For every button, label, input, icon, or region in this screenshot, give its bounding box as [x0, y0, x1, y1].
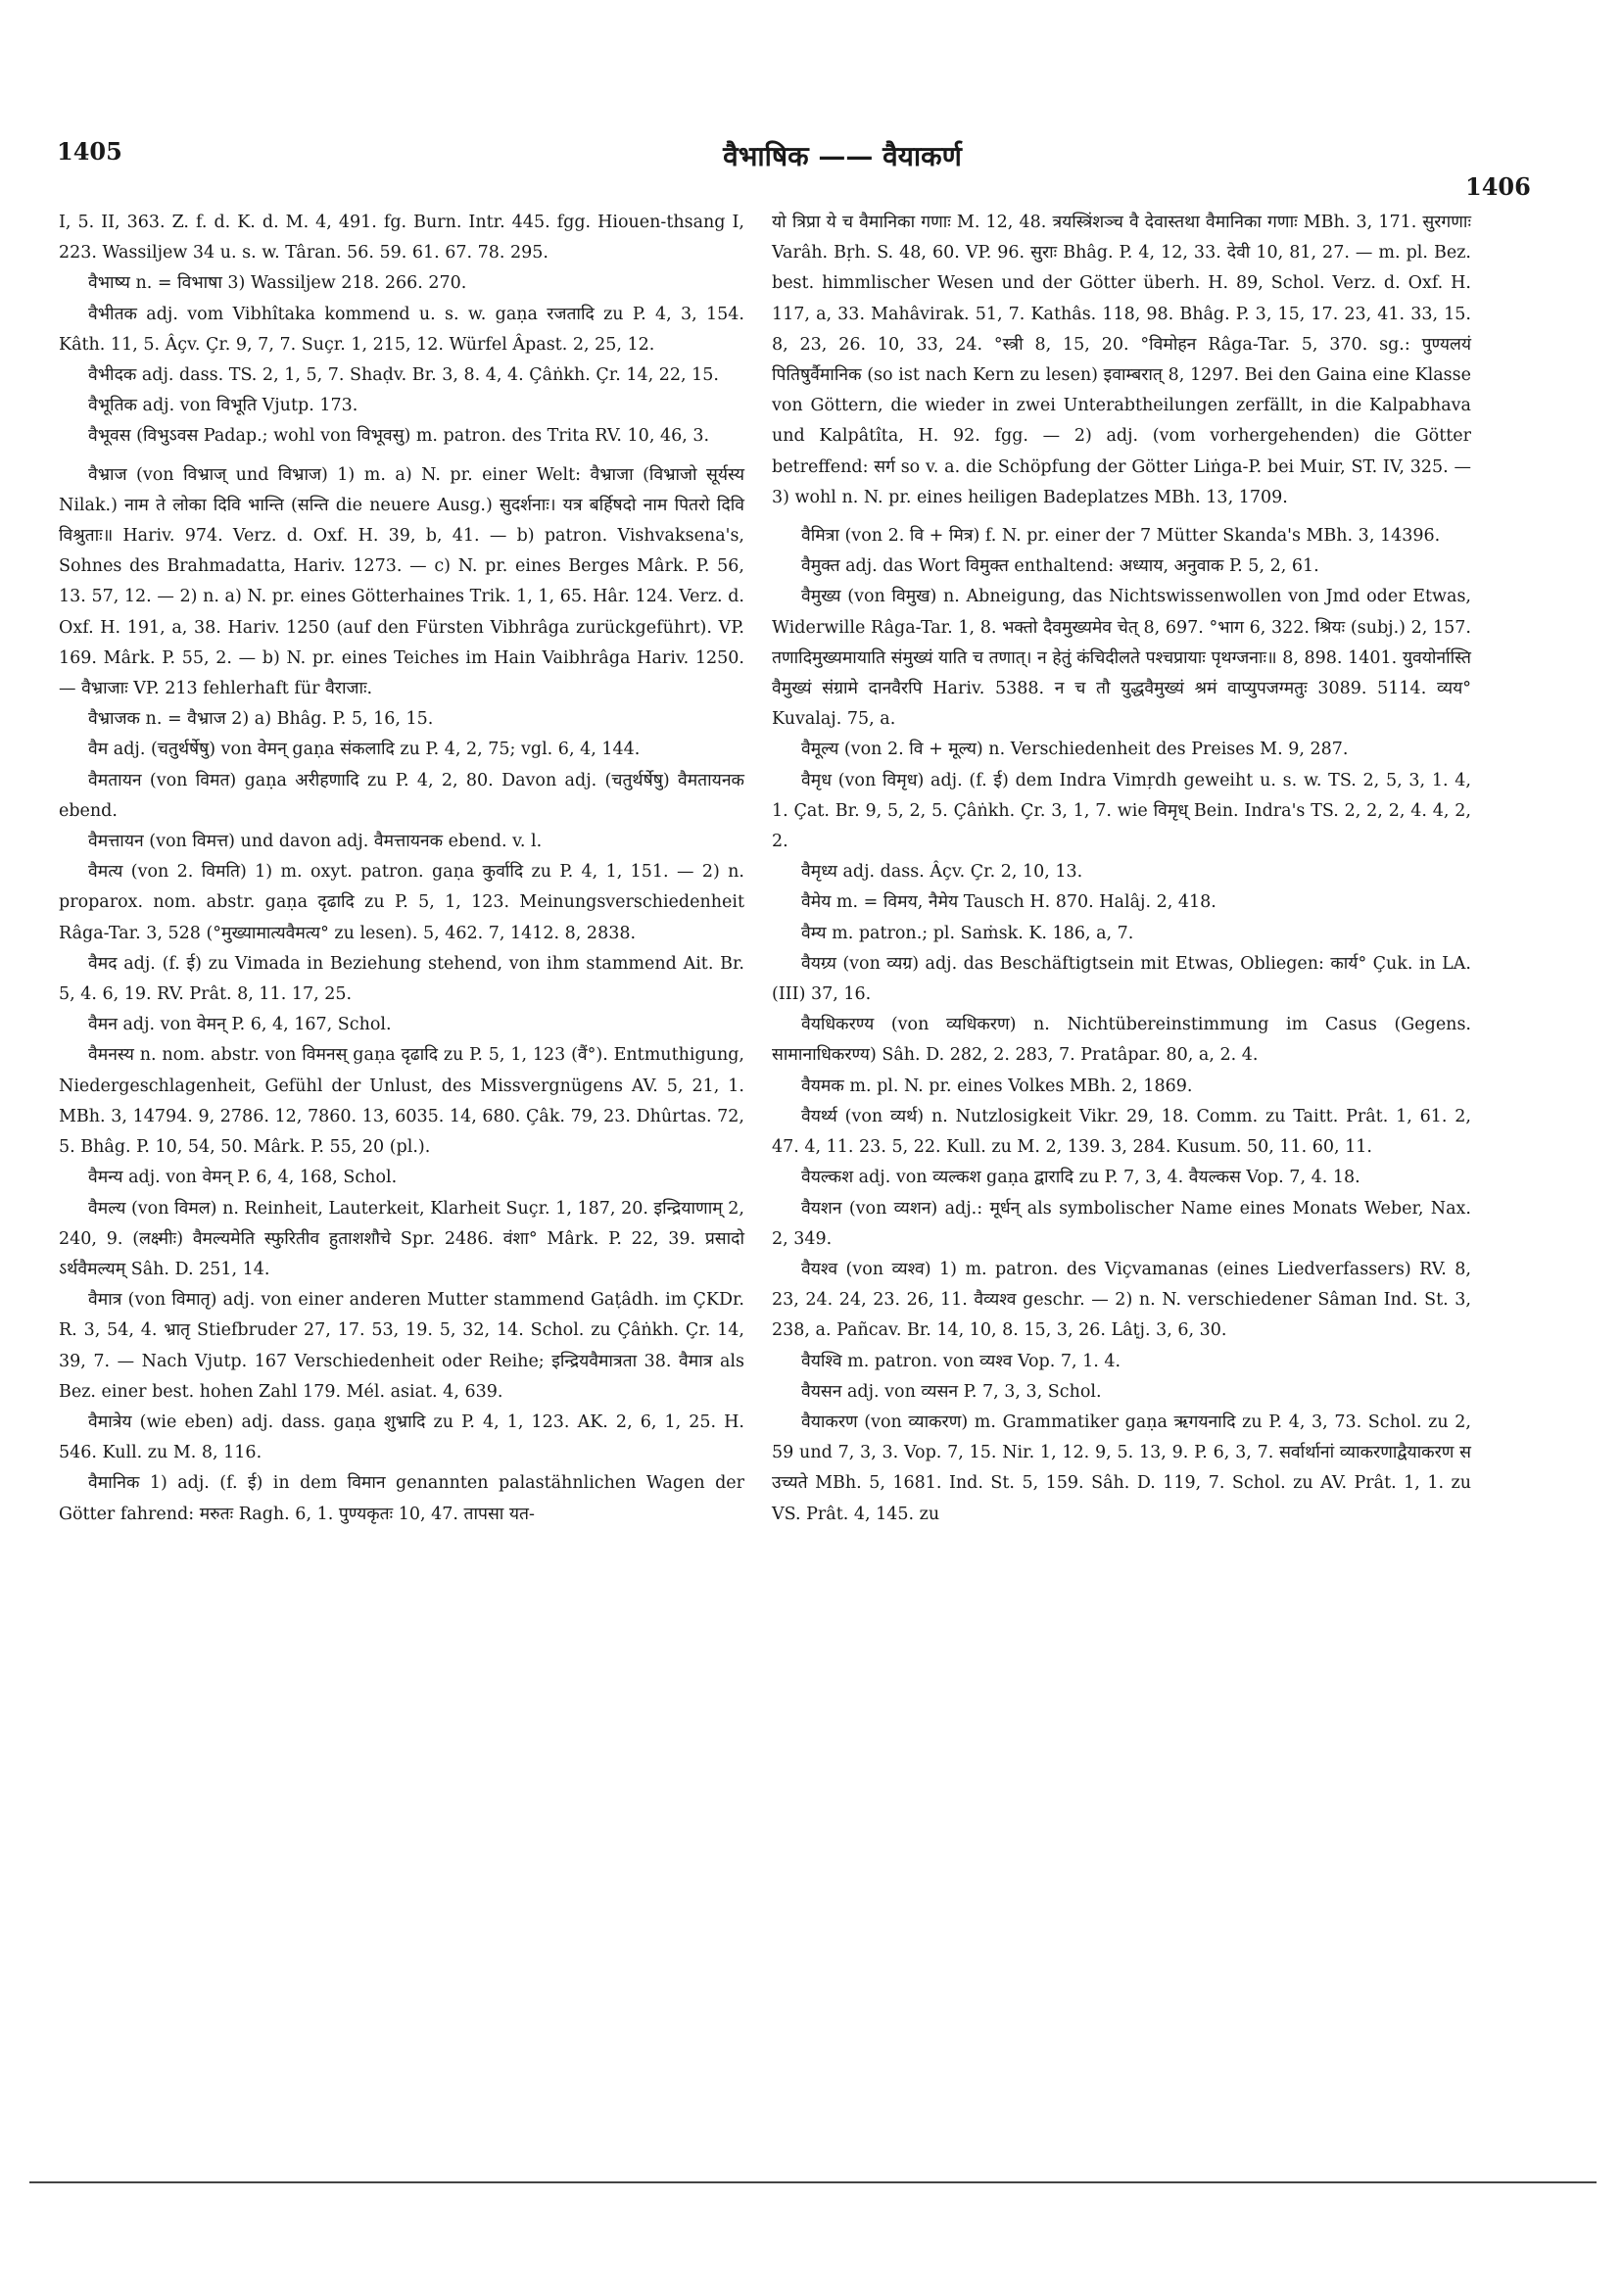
dictionary-entry: वैभूवस (विभुऽवस Padap.; wohl von विभूवसु) m. patron. des Trita RV. 10, 46, 3. [88, 426, 710, 447]
dictionary-entry: वैभीतक adj. vom Vibhîtaka kommend u. s. w. gaṇa रजतादि zu P. 4, 3, 154. Kâth. 11, 5. Âçv. Çr. 9, 7, 7. Suçr. 1, 215, 12. Würfel Âpast. 2, 25, 12. [59, 304, 744, 355]
dictionary-entry: वैयमक m. pl. N. pr. eines Volkes MBh. 2, 1869. [801, 1076, 1193, 1096]
dictionary-entry: वैमन adj. von वेमन् P. 6, 4, 167, Schol. [88, 1015, 392, 1035]
dictionary-entry: वैमुख्य (von विमुख) n. Abneigung, das Nichtswissenwollen von Jmd oder Etwas, Widerwille Râga-Tar. 1, 8. भक्तो दैवमुख्यमेव चेत् 8, 697. °भाग 6, 322. श्रियः (subj.) 2, 157. तणादिमुख्यमायाति संमुख्यं याति च तणात्। न हेतुं कंचिदीलते पश्चप्रायाः पृथग्जनाः॥ 8, 898. 1401. युवयोर्नास्ति वैमुख्यं संग्रामे दानवैरपि Hariv. 5388. न च तौ युद्धवैमुख्यं श्रमं वाप्युपजग्मतुः 3089. 5114. व्यय° Kuvalaj. 75, a. [772, 587, 1471, 730]
dictionary-entry: वैम्य m. patron.; pl. Saṁsk. K. 186, a, 7. [801, 923, 1134, 943]
dictionary-entry: I, 5. II, 363. Z. f. d. K. d. M. 4, 491. fg. Burn. Intr. 445. fgg. Hiouen-thsang I, 223. Wassiljew 34 u. s. w. Târan. 56. 59. 61. 67. 78. 295. [59, 213, 744, 263]
dictionary-entry: वैम adj. (चतुर्थर्षेषु) von वेमन् gaṇa संकलादि zu P. 4, 2, 75; vgl. 6, 4, 144. [88, 740, 641, 760]
dictionary-entry: यो त्रिप्रा ये च वैमानिका गणाः M. 12, 48. त्रयस्त्रिंशञ्च वै देवास्तथा वैमानिका गणाः MBh. 3, 171. सुरगणाः Varâh. Bṛh. S. 48, 60. VP. 96. सुराः Bhâg. P. 4, 12, 33. देवी 10, 81, 27. — m. pl. Bez. best. himmlischer Wesen und der Götter überh. H. 89, Schol. Verz. d. Oxf. H. 117, a, 33. Mahâvirak. 51, 7. Kathâs. 118, 98. Bhâg. P. 3, 15, 17. 23, 41. 33, 15. 8, 23, 26. 10, 33, 24. °स्त्री 8, 15, 20. °विमोहन Râga-Tar. 5, 370. sg.: पुण्यलयं पितिषुर्वैमानिक (so ist nach Kern zu lesen) इवाम्बरात् 8, 1297. Bei den Gaina eine Klasse von Göttern, die wieder in zwei Unterabtheilungen zerfällt, in die Kalpabhava und Kalpâtîta, H. 92. fgg. — 2) adj. (vom vorhergehenden) die Götter betreffend: सर्ग so v. a. die Schöpfung der Götter Liṅga-P. bei Muir, ST. IV, 325. — 3) wohl n. N. pr. eines heiligen Badeplatzes MBh. 13, 1709. [772, 213, 1471, 507]
dictionary-entry: वैयश्वि m. patron. von व्यश्व Vop. 7, 1. 4. [801, 1351, 1121, 1371]
right-column [772, 208, 1471, 1530]
dictionary-entry: वैमेय m. = विमय, नैमेय Tausch H. 870. Halâj. 2, 418. [801, 892, 1216, 913]
dictionary-entry: वैमात्रेय (wie eben) adj. dass. gaṇa शुभ्रादि zu P. 4, 1, 123. AK. 2, 6, 1, 25. H. 546. Kull. zu M. 8, 116. [59, 1411, 744, 1463]
dictionary-entry: वैभाष्य n. = विभाषा 3) Wassiljew 218. 266. 270. [88, 273, 467, 294]
dictionary-entry: वैमन्य adj. von वेमन् P. 6, 4, 168, Schol. [88, 1168, 398, 1188]
page-number-right: 1406 [1465, 172, 1531, 201]
dictionary-entry: वैमत्तायन (von विमत्त) und davon adj. वैमत्तायनक ebend. v. l. [88, 832, 543, 852]
dictionary-entry: वैभीदक adj. dass. TS. 2, 1, 5, 7. Shaḍv. Br. 3, 8. 4, 4. Çâṅkh. Çr. 14, 22, 15. [88, 365, 719, 386]
dictionary-entry: वैयग्र्य (von व्यग्र) adj. das Beschäftigtsein mit Etwas, Obliegen: कार्य° Çuk. in LA. (III) 37, 16. [772, 953, 1471, 1005]
dictionary-entry: वैभ्राज (von विभ्राज् und विभ्राज) 1) m. a) N. pr. einer Welt: वैभ्राजा (विभ्राजो सूर्यस्य Nilak.) नाम ते लोका दिवि भान्ति (सन्ति die neuere Ausg.) सुदर्शनाः। यत्र बर्हिषदो नाम पितरो दिवि विश्रुताः॥ Hariv. 974. Verz. d. Oxf. H. 39, b, 41. — b) patron. Vishvaksena's, Sohnes des Brahmadatta, Hariv. 1273. — c) N. pr. eines Berges Mârk. P. 56, 13. 57, 12. — 2) n. a) N. pr. eines Götterhaines Trik. 1, 1, 65. Hâr. 124. Verz. d. Oxf. H. 191, a, 38. Hariv. 1250 (auf den Fürsten Vibhrâga zurückgeführt). VP. 169. Mârk. P. 55, 2. — b) N. pr. eines Teiches im Hain Vaibhrâga Hariv. 1250. — वैभ्राजाः VP. 213 fehlerhaft für वैराजाः. [59, 464, 744, 699]
dictionary-entry: वैयल्कश adj. von व्यल्कश gaṇa द्वारादि zu P. 7, 3, 4. वैयल्कस Vop. 7, 4. 18. [801, 1168, 1360, 1188]
dictionary-entry: वैमल्य (von विमल) n. Reinheit, Lauterkeit, Klarheit Suçr. 1, 187, 20. इन्द्रियाणाम् 2, 240, 9. (लक्ष्मीः) वैमल्यमेति स्फुरितीव हुताशशौचे Spr. 2486. वंशा° Mârk. P. 22, 39. प्रसादो ऽर्थवैमल्यम् Sâh. D. 251, 14. [59, 1198, 744, 1279]
dictionary-entry: वैयर्थ्य (von व्यर्थ) n. Nutzlosigkeit Vikr. 29, 18. Comm. zu Taitt. Prât. 1, 61. 2, 47. 4, 11. 23. 5, 22. Kull. zu M. 2, 139. 3, 284. Kusum. 50, 11. 60, 11. [772, 1106, 1471, 1158]
dictionary-entry: वैयसन adj. von व्यसन P. 7, 3, 3, Schol. [801, 1381, 1102, 1402]
dictionary-entry: वैमत्य (von 2. विमति) 1) m. oxyt. patron. gaṇa कुर्वादि zu P. 4, 1, 151. — 2) n. proparox. nom. abstr. gaṇa दृढादि zu P. 5, 1, 123. Meinungsverschiedenheit Râga-Tar. 3, 528 (°मुख्यामात्यवैमत्य° zu lesen). 5, 462. 7, 1412. 8, 2838. [59, 862, 744, 943]
dictionary-entry: वैभ्राजक n. = वैभ्राज 2) a) Bhâg. P. 5, 16, 15. [88, 709, 434, 730]
dictionary-entry: वैमात्र (von विमातृ) adj. von einer anderen Mutter stammend Gaṭâdh. im ÇKDr. R. 3, 54, 4. भ्रातृ Stiefbruder 27, 17. 53, 19. 5, 32, 14. Schol. zu Çâṅkh. Çr. 14, 39, 7. — Nach Vjutp. 167 Verschiedenheit oder Reihe; इन्द्रियवैमात्रता 38. वैमात्र als Bez. einer best. hohen Zahl 179. Mél. asiat. 4, 639. [59, 1290, 744, 1402]
dictionary-entry: वैयश्व (von व्यश्व) 1) m. patron. des Viçvamanas (eines Liedverfassers) RV. 8, 23, 24. 24, 23. 26, 11. वैव्यश्व geschr. — 2) n. N. verschiedener Sâman Ind. St. 3, 238, a. Pañcav. Br. 14, 10, 8. 15, 3, 26. Lâṭj. 3, 6, 30. [772, 1259, 1471, 1341]
dictionary-entry: वैमृध (von विमृध) adj. (f. ई) dem Indra Vimṛdh geweiht u. s. w. TS. 2, 5, 3, 1. 4, 1. Çat. Br. 9, 5, 2, 5. Çâṅkh. Çr. 3, 1, 7. wie विमृध् Bein. Indra's TS. 2, 2, 2, 4. 4, 2, 2. [772, 770, 1471, 852]
dictionary-entry: वैयशन (von व्यशन) adj.: मूर्धन् als symbolischer Name eines Monats Weber, Nax. 2, 349. [772, 1198, 1471, 1249]
dictionary-entry: वैमूल्य (von 2. वि + मूल्य) n. Verschiedenheit des Preises M. 9, 287. [801, 740, 1349, 760]
running-header-title: वैभाषिक —— वैयाकर्ण [723, 140, 962, 172]
left-column [59, 208, 744, 1530]
dictionary-entry: वैमृध्य adj. dass. Âçv. Çr. 2, 10, 13. [801, 862, 1083, 883]
dictionary-entry: वैमानिक 1) adj. (f. ई) in dem विमान genannten palastähnlichen Wagen der Götter fahrend: मरुतः Ragh. 6, 1. पुण्यकृतः 10, 47. तापसा यत- [59, 1473, 744, 1524]
dictionary-entry: वैमुक्त adj. das Wort विमुक्त enthaltend: अध्याय, अनुवाक P. 5, 2, 61. [801, 556, 1319, 577]
dictionary-entry: वैभूतिक adj. von विभूति Vjutp. 173. [88, 396, 358, 416]
dictionary-entry: वैयाकरण (von व्याकरण) m. Grammatiker gaṇa ऋगयनादि zu P. 4, 3, 73. Schol. zu 2, 59 und 7, 3, 3. Vop. 7, 15. Nir. 1, 12. 9, 5. 13, 9. P. 6, 3, 7. सर्वार्थानां व्याकरणाद्वैयाकरण स उच्यते MBh. 5, 1681. Ind. St. 5, 159. Sâh. D. 119, 7. Schol. zu AV. Prât. 1, 1. zu VS. Prât. 4, 145. zu [772, 1411, 1471, 1524]
footer-rule [29, 2181, 1597, 2183]
dictionary-entry: वैमनस्य n. nom. abstr. von विमनस् gaṇa दृढादि zu P. 5, 1, 123 (वैं°). Entmuthigung, Niedergeschlagenheit, Gefühl der Unlust, des Missvergnügens AV. 5, 21, 1. MBh. 3, 14794. 9, 2786. 12, 7860. 13, 6035. 14, 680. Çâk. 79, 23. Dhûrtas. 72, 5. Bhâg. P. 10, 54, 50. Mârk. P. 55, 20 (pl.). [59, 1045, 744, 1158]
page-number-left: 1405 [57, 137, 122, 166]
dictionary-entry: वैमद adj. (f. ई) zu Vimada in Beziehung stehend, von ihm stammend Ait. Br. 5, 4. 6, 19. RV. Prât. 8, 11. 17, 25. [59, 953, 744, 1005]
dictionary-entry: वैयधिकरण्य (von व्यधिकरण) n. Nichtübereinstimmung im Casus (Gegens. सामानाधिकरण्य) Sâh. D. 282, 2. 283, 7. Pratâpar. 80, a, 2. 4. [772, 1015, 1471, 1066]
dictionary-entry: वैमित्रा (von 2. वि + मित्र) f. N. pr. einer der 7 Mütter Skanda's MBh. 3, 14396. [801, 526, 1441, 547]
dictionary-entry: वैमतायन (von विमत) gaṇa अरीहणादि zu P. 4, 2, 80. Davon adj. (चतुर्थर्षेषु) वैमतायनक ebend. [59, 770, 744, 821]
